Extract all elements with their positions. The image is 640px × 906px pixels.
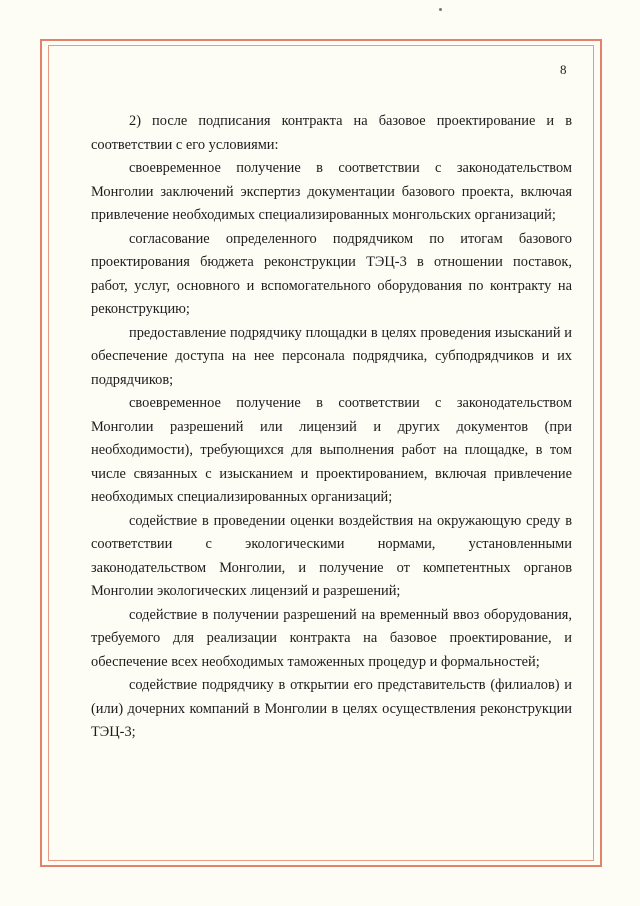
paragraph-expertise: своевременное получение в соответствии с законодательством Монголии заключений экспертиз документации базового проекта, включая привлечение необходимых специализированных монгольских организаций; <box>91 160 572 223</box>
paragraph-permits: своевременное получение в соответствии с законодательством Монголии разрешений или лицензий и других документов (при необходимости), требующихся для выполнения работ на площадке, в том числе связанных с изысканием и проектированием, включая привлечение необходимых специализированных организаций; <box>91 395 572 505</box>
paragraph-import: содействие в получении разрешений на временный ввоз оборудования, требуемого для реализации контракта на базовое проектирование, и обеспечение всех необходимых таможенных процедур и формальностей; <box>91 606 572 670</box>
paragraph-environmental: содействие в проведении оценки воздействия на окружающую среду в соответствии с экологическими нормами, установленными законодательством Монголии, и получение от компетентных органов Монголии экологических лицензий и разрешений; <box>91 512 572 599</box>
paragraph-representation: содействие подрядчику в открытии его представительств (филиалов) и (или) дочерних компаний в Монголии в целях осуществления реконструкции ТЭЦ-3; <box>91 677 572 740</box>
scan-mark <box>439 8 442 11</box>
page-number: 8 <box>560 62 567 77</box>
document-body <box>91 110 572 745</box>
paragraph-budget-approval: согласование определенного подрядчиком по итогам базового проектирования бюджета реконструкции ТЭЦ-3 в отношении поставок, работ, услуг, основного и вспомогательного оборудования по контракту на реконструкцию; <box>91 230 572 317</box>
paragraph-conditions-intro: 2) после подписания контракта на базовое проектирование и в соответствии с его условиями: <box>91 113 572 153</box>
paragraph-site-access: предоставление подрядчику площадки в целях проведения изысканий и обеспечение доступа на нее персонала подрядчика, субподрядчиков и их подрядчиков; <box>91 324 572 388</box>
